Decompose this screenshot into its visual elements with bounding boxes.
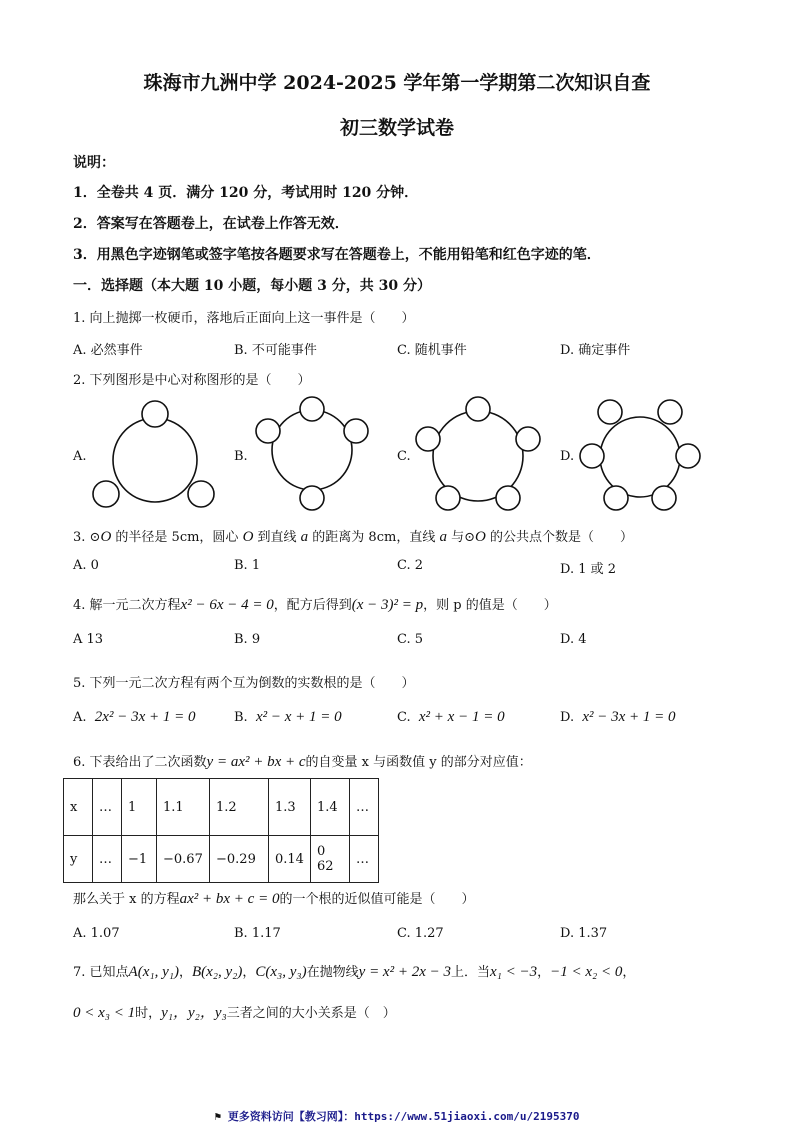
q2-stem: 2. 下列图形是中心对称图形的是（ ） xyxy=(73,373,311,388)
note-item-2: 2．答案写在答题卷上，在试卷上作答无效． xyxy=(73,216,349,232)
q4-option-c: C. 5 xyxy=(397,632,424,647)
q2-option-b: B. xyxy=(234,449,248,464)
table-cell: 1.2 xyxy=(210,779,269,836)
table-cell: … xyxy=(93,779,122,836)
figure-c xyxy=(408,395,548,520)
q5-option-b: B. x² − x + 1 = 0 xyxy=(234,709,342,725)
q3-option-d: D. 1 或 2 xyxy=(560,562,617,577)
table-cell: 0 62 xyxy=(310,836,349,883)
table-cell: 1.4 xyxy=(310,779,349,836)
q5-option-c: C. x² + x − 1 = 0 xyxy=(397,709,505,725)
table-cell: 1.3 xyxy=(269,779,311,836)
q2-option-d: D. xyxy=(560,449,575,464)
q3-stem: 3. ⊙O 的半径是 5cm，圆心 O 到直线 a 的距离为 8cm，直线 a 与⊙O 的公共点个数是（ ） xyxy=(73,529,633,545)
page-title: 珠海市九洲中学 2024-2025 学年第一学期第二次知识自查 xyxy=(143,72,651,94)
q5-stem: 5. 下列一元二次方程有两个互为倒数的实数根的是（ ） xyxy=(73,676,415,691)
table-cell: … xyxy=(349,836,378,883)
table-cell: 1 xyxy=(122,779,157,836)
q3-option-a: A. 0 xyxy=(73,558,99,573)
q3-option-b: B. 1 xyxy=(234,558,261,573)
figure-d xyxy=(576,398,706,516)
q6-option-a: A. 1.07 xyxy=(73,926,120,941)
table-cell: 1.1 xyxy=(157,779,210,836)
flag-icon: ⚑ xyxy=(214,1110,228,1123)
page-subtitle: 初三数学试卷 xyxy=(339,117,454,139)
q7-line-2: 0 < x₃ < 1时，y₁，y₂，y₃三者之间的大小关系是（ ） xyxy=(73,1005,396,1021)
figure-a xyxy=(88,398,218,516)
q5-option-a: A. 2x² − 3x + 1 = 0 xyxy=(73,709,196,725)
q4-stem: 4. 解一元二次方程x² − 6x − 4 = 0，配方后得到(x − 3)² = p，则 p 的值是（ ） xyxy=(73,597,557,613)
q7-line-1: 7. 已知点A(x₁, y₁)，B(x₂, y₂)，C(x₃, y₃)在抛物线y = x² + 2x − 3上．当x₁ < −3，−1 < x₂ < 0， xyxy=(73,964,636,980)
table-cell: … xyxy=(93,836,122,883)
q3-option-c: C. 2 xyxy=(397,558,424,573)
table-cell: x xyxy=(64,779,93,836)
table-row-x xyxy=(64,779,379,836)
table-cell: −1 xyxy=(122,836,157,883)
table-cell: 0.14 xyxy=(269,836,311,883)
q1-option-b: B. 不可能事件 xyxy=(234,343,317,358)
footer-link[interactable]: ⚑ 更多资料访问【教习网】：https://www.51jiaoxi.com/u/2195370 xyxy=(214,1110,580,1123)
q4-equation-1: x² − 6x − 4 = 0 xyxy=(180,597,274,613)
q4-equation-2: (x − 3)² = p xyxy=(351,597,424,613)
table-cell: … xyxy=(349,779,378,836)
note-item-1: 1．全卷共 4 页．满分 120 分，考试用时 120 分钟． xyxy=(73,185,419,201)
section-heading: 一．选择题（本大题 10 小题，每小题 3 分，共 30 分） xyxy=(73,278,431,294)
table-cell: −0.29 xyxy=(210,836,269,883)
q1-option-d: D. 确定事件 xyxy=(560,343,631,358)
q4-option-a: A 13 xyxy=(73,632,104,647)
q5-option-d: D. x² − 3x + 1 = 0 xyxy=(560,709,676,725)
q4-option-d: D. 4 xyxy=(560,632,587,647)
q1-stem: 1. 向上抛掷一枚硬币，落地后正面向上这一事件是（ ） xyxy=(73,311,415,326)
q6-option-c: C. 1.27 xyxy=(397,926,444,941)
q6-option-b: B. 1.17 xyxy=(234,926,281,941)
q4-option-b: B. 9 xyxy=(234,632,261,647)
q6-followup: 那么关于 x 的方程ax² + bx + c = 0的一个根的近似值可能是（ ） xyxy=(73,891,475,907)
table-cell: y xyxy=(64,836,93,883)
q2-option-a: A. xyxy=(73,449,87,464)
q6-option-d: D. 1.37 xyxy=(560,926,608,941)
value-table xyxy=(63,778,379,883)
q1-option-a: A. 必然事件 xyxy=(73,343,143,358)
q2-option-c: C. xyxy=(397,449,411,464)
q1-option-c: C. 随机事件 xyxy=(397,343,467,358)
figure-b xyxy=(250,395,375,513)
note-item-3: 3．用黑色字迹钢笔或签字笔按各题要求写在答题卷上，不能用铅笔和红色字迹的笔． xyxy=(73,247,601,263)
notes-label: 说明： xyxy=(73,155,115,171)
table-row-y xyxy=(64,836,379,883)
q6-function: y = ax² + bx + c xyxy=(206,754,306,770)
table-cell: −0.67 xyxy=(157,836,210,883)
q6-stem: 6. 下表给出了二次函数y = ax² + bx + c的自变量 x 与函数值 y 的部分对应值： xyxy=(73,754,532,770)
